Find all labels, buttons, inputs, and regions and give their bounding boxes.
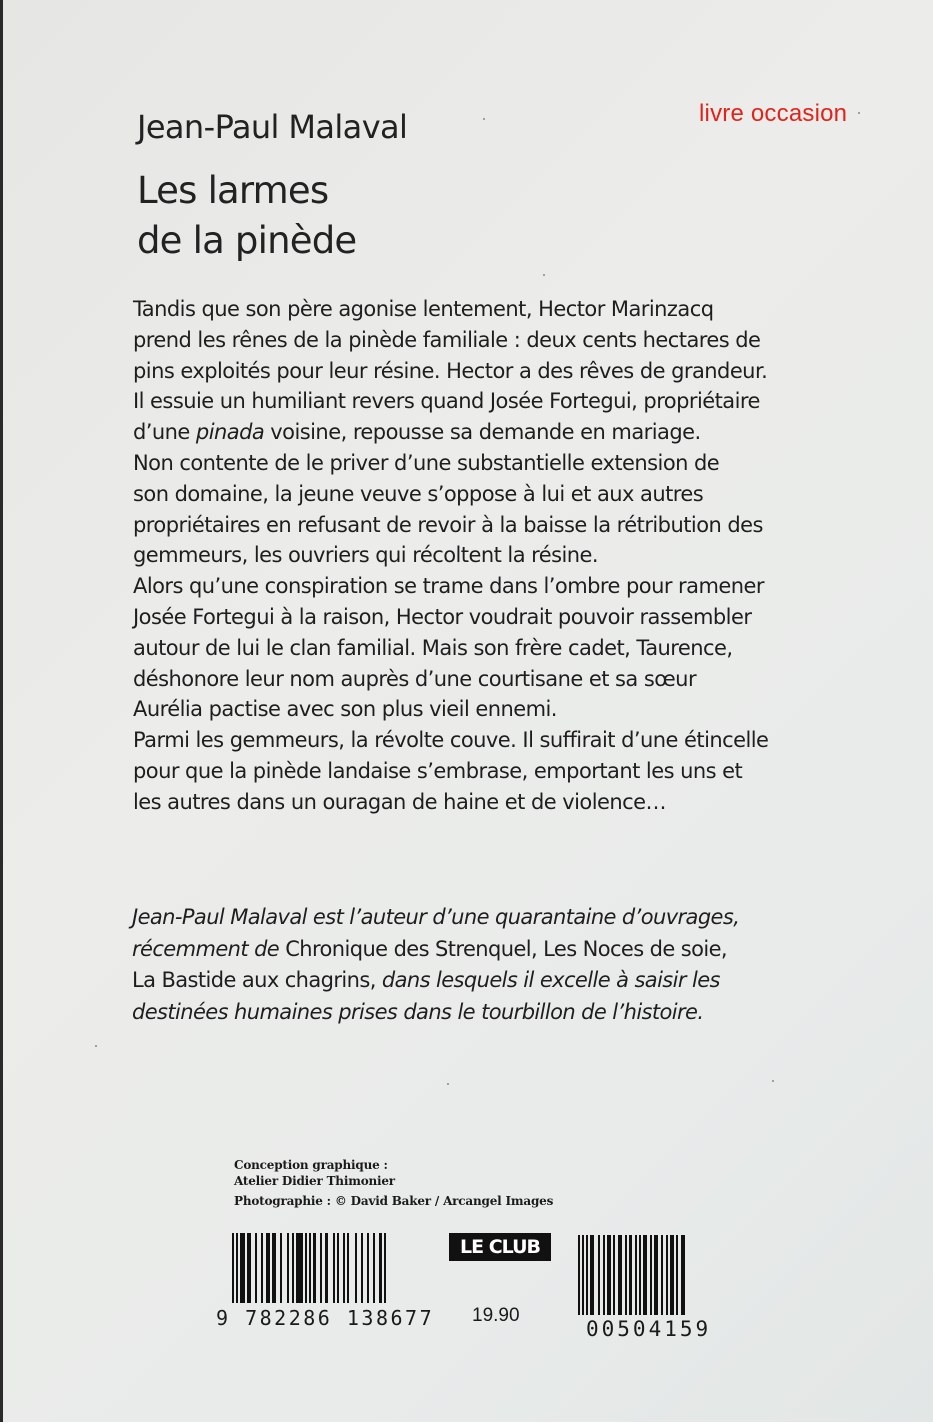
paper-speck: [772, 1080, 774, 1082]
internal-barcode: [578, 1235, 718, 1315]
bio-text: Jean-Paul Malaval est l’auteur d’une quarantaine d’ouvrages,: [132, 905, 740, 929]
bio-text: destinées humaines prises dans le tourbillon de l’histoire.: [132, 999, 704, 1024]
synopsis-line: pour que la pinède landaise s’embrase, emportant les uns et: [133, 758, 743, 783]
photo-credit: Photographie : © David Baker / Arcangel Images: [234, 1194, 554, 1208]
synopsis-line: pins exploités pour leur résine. Hector a des rêves de grandeur.: [133, 358, 768, 383]
barcode-bar: [384, 1233, 386, 1303]
bio-text: dans lesquels il excelle à saisir les: [381, 968, 720, 992]
internal-code-number: 00504159: [586, 1317, 712, 1341]
cover-bottom-edge: [0, 1422, 933, 1426]
paper-speck: [858, 112, 860, 114]
bio-line: [132, 934, 832, 966]
book-title-line-2: de la pinède: [137, 219, 357, 262]
paper-speck: [483, 118, 485, 120]
synopsis-line: prend les rênes de la pinède familiale : deux cents hectares de: [133, 327, 761, 352]
book-author: Jean-Paul Malaval: [137, 108, 408, 146]
synopsis-line: Aurélia pactise avec son plus vieil ennemi.: [133, 697, 557, 722]
paper-speck: [447, 1083, 449, 1085]
bio-book-titles: Chronique des Strenquel, Les Noces de soie,: [285, 936, 728, 961]
synopsis: [133, 294, 853, 818]
synopsis-line: gemmeurs, les ouvriers qui récoltent la résine.: [133, 543, 599, 568]
synopsis-line: Parmi les gemmeurs, la révolte couve. Il suffirait d’une étincelle: [133, 728, 769, 753]
synopsis-line: autour de lui le clan familial. Mais son frère cadet, Taurence,: [133, 635, 733, 660]
design-credit-label: Conception graphique :: [234, 1158, 388, 1172]
synopsis-line: Josée Fortegui à la raison, Hector voudrait pouvoir rassembler: [133, 604, 752, 629]
synopsis-line: propriétaires en refusant de revoir à la baisse la rétribution des: [133, 512, 763, 537]
author-bio: [132, 902, 832, 1028]
paper-speck: [543, 274, 545, 276]
book-title: [137, 166, 356, 266]
synopsis-line: les autres dans un ouragan de haine et de violence…: [133, 789, 666, 814]
barcode-bar: [681, 1235, 685, 1315]
synopsis-line: déshonore leur nom auprès d’une courtisane et sa sœur: [133, 666, 697, 691]
bio-line: [132, 902, 832, 934]
synopsis-text: voisine, repousse sa demande en mariage.: [264, 420, 701, 445]
isbn-barcode: [232, 1233, 430, 1303]
book-title-line-1: Les larmes: [137, 169, 329, 212]
paper-speck: [95, 1045, 97, 1047]
bio-text: récemment de: [132, 936, 286, 961]
barcode-bar: [296, 1233, 303, 1303]
price: 19.90: [472, 1305, 520, 1326]
used-book-label: livre occasion: [699, 100, 848, 127]
synopsis-line: Tandis que son père agonise lentement, Hector Marinzacq: [133, 297, 714, 321]
synopsis-line: Non contente de le priver d’une substantielle extension de: [133, 450, 720, 475]
bio-line: [132, 965, 832, 997]
design-credit-value: Atelier Didier Thimonier: [234, 1174, 395, 1188]
synopsis-italic-term: pinada: [195, 420, 265, 445]
credits: [234, 1157, 553, 1209]
synopsis-line: Alors qu’une conspiration se trame dans l’ombre pour ramener: [133, 574, 764, 599]
bio-book-titles: La Bastide aux chagrins,: [132, 968, 382, 992]
publisher-logo: LE CLUB: [449, 1233, 551, 1261]
synopsis-line: Il essuie un humiliant revers quand Josée Fortegui, propriétaire: [133, 389, 760, 414]
synopsis-text: d’une: [133, 420, 196, 445]
synopsis-line: [133, 417, 853, 448]
synopsis-line: son domaine, la jeune veuve s’oppose à lui et aux autres: [133, 481, 704, 506]
cover-left-edge: [0, 0, 3, 1426]
isbn-number: 9 782286 138677: [216, 1306, 435, 1330]
bio-line: [132, 997, 832, 1029]
